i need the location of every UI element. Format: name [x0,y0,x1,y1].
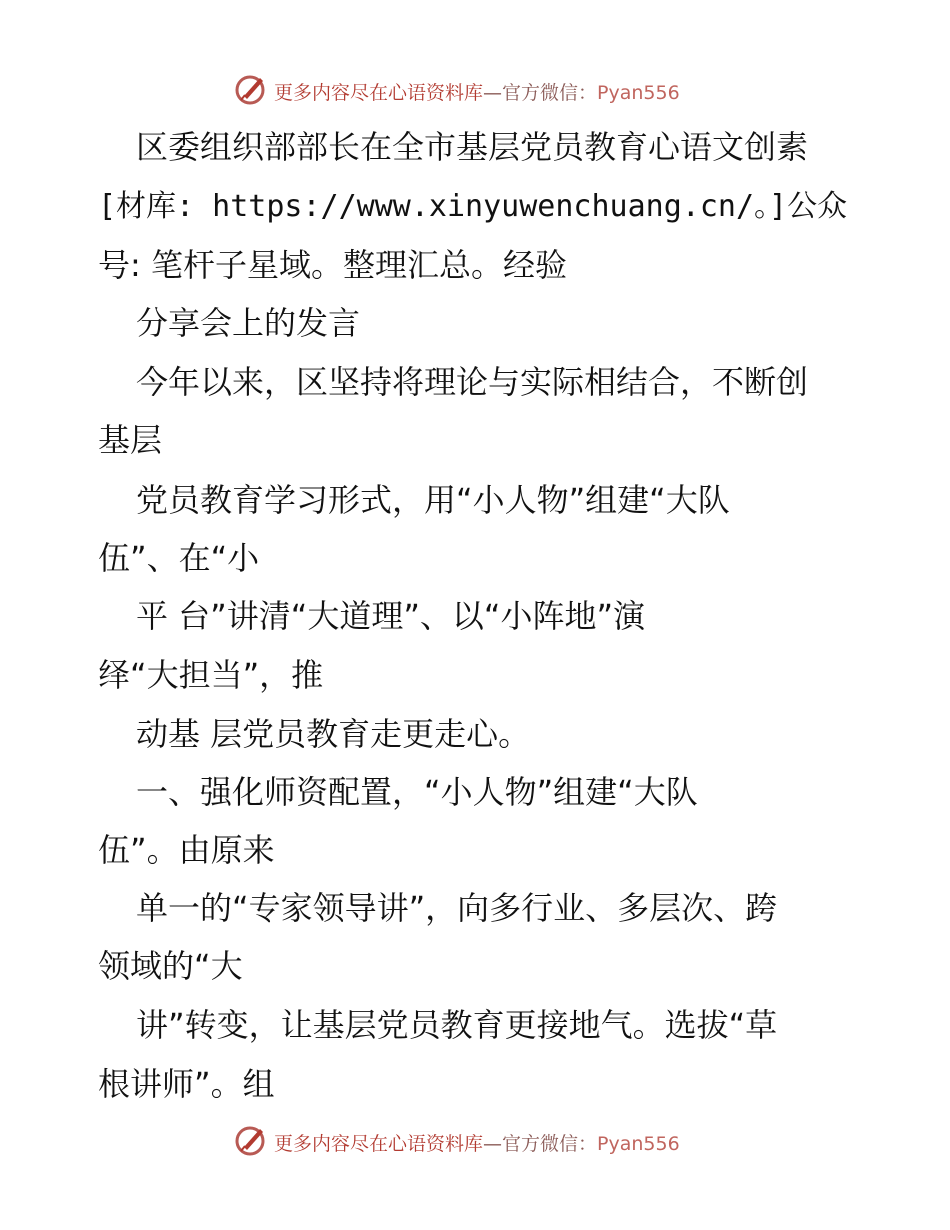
watermark-official-label: 官方微信： [502,82,598,104]
watermark-main-text: 更多内容尽在心语资料库 [274,82,484,104]
body-line: 号: 笔杆子星域。整理汇总。经验 [98,246,567,284]
watermark-wechat-id: Pyan556 [597,82,680,104]
body-line: 单一的“专家领导讲”，向多行业、多层次、跨 [136,889,778,927]
quill-logo-icon [234,72,268,106]
body-line: 领域的“大 [98,947,243,985]
body-line: 党员教育学习形式，用“小人物”组建“大队 [136,481,730,519]
body-line: 根讲师”。组 [98,1065,275,1103]
body-line: 动基 层党员教育走更走心。 [136,715,531,753]
body-line: 区委组织部部长在全市基层党员教育心语文创素 [136,128,809,166]
body-line: 伍”。由原来 [98,831,275,869]
watermark-dash: — [483,1133,503,1155]
watermark-header [0,70,950,110]
watermark-text [274,78,680,105]
body-line: 基层 [98,421,163,459]
watermark-dash: — [483,82,503,104]
watermark-text [274,1129,680,1156]
quill-logo-icon [234,1123,268,1157]
watermark-official-label: 官方微信： [502,1133,598,1155]
body-line: 绎“大担当”，推 [98,656,324,694]
body-line: 平 台”讲清“大道理”、以“小阵地”演 [136,597,646,635]
watermark-main-text: 更多内容尽在心语资料库 [274,1133,484,1155]
body-line: 今年以来，区坚持将理论与实际相结合，不断创 [136,363,809,401]
body-line: 分享会上的发言 [136,304,361,342]
watermark-footer [0,1121,950,1161]
body-line: 一、强化师资配置，“小人物”组建“大队 [136,773,698,811]
body-line: [材库: https://www.xinyuwenchuang.cn/。]公众 [98,189,848,224]
watermark-wechat-id: Pyan556 [597,1133,680,1155]
body-line: 讲”转变，让基层党员教育更接地气。选拔“草 [136,1006,778,1044]
body-line: 伍”、在“小 [98,539,260,577]
